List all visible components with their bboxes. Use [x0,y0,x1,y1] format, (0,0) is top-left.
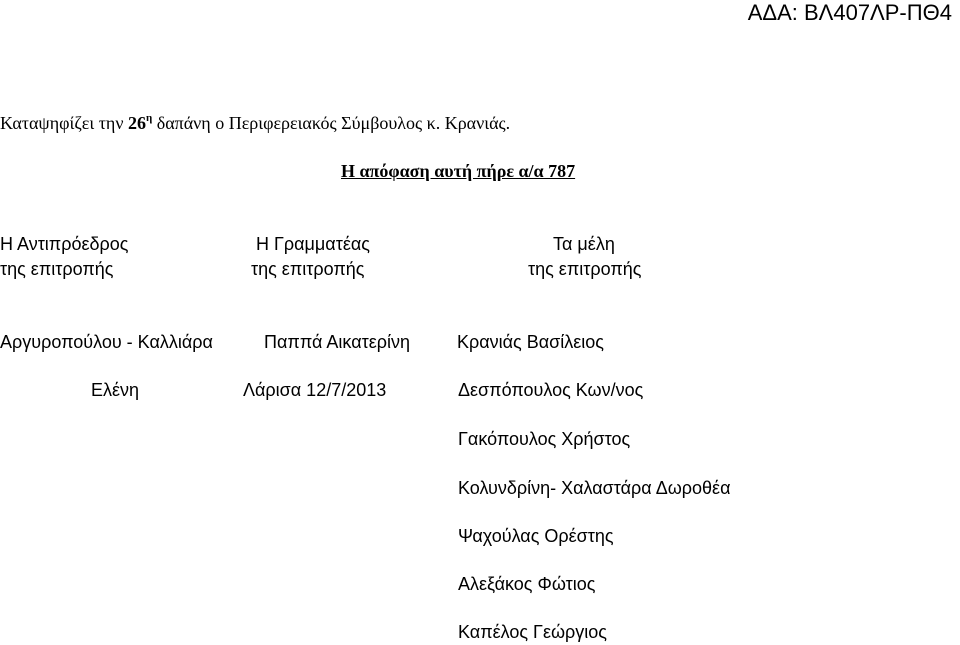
secretary-title: Η Γραμματέας [256,234,370,254]
vote-ordinal: 26 [127,113,146,133]
decision-number [341,160,575,182]
member-name: Δεσπόπουλος Κων/νος [458,380,644,400]
vote-ordinal-sup: η [145,112,153,124]
secretary-name: Παππά Αικατερίνη [264,332,410,352]
members-subtitle: της επιτροπής [528,259,642,279]
decision-number-text: Η απόφαση αυτή πήρε α/α 787 [341,161,576,181]
member-name: Κολυνδρίνη- Χαλαστάρα Δωροθέα [458,478,731,498]
vote-statement [0,112,510,134]
vote-prefix: Καταψηφίζει την [0,113,128,133]
member-name: Γακόπουλος Χρήστος [458,429,631,449]
vice-chair-name-line2: Ελένη [91,380,140,400]
vice-chair-name: Αργυροπούλου - Καλλιάρα [0,332,213,352]
vice-chair-subtitle: της επιτροπής [0,259,114,279]
member-name: Ψαχούλας Ορέστης [458,526,614,546]
vote-rest: δαπάνη ο Περιφερειακός Σύμβουλος κ. Κρανιάς. [152,113,511,133]
ada-code: ΑΔΑ: ΒΛ407ΛΡ-ΠΘ4 [747,0,952,25]
secretary-subtitle: της επιτροπής [251,259,365,279]
member-name: Αλεξάκος Φώτιος [458,574,596,594]
member-name: Κρανιάς Βασίλειος [457,332,604,352]
members-title: Τα μέλη [553,234,615,254]
vice-chair-title: Η Αντιπρόεδρος [0,234,129,254]
member-name: Καπέλος Γεώργιος [458,622,607,642]
place-date: Λάρισα 12/7/2013 [243,380,387,400]
